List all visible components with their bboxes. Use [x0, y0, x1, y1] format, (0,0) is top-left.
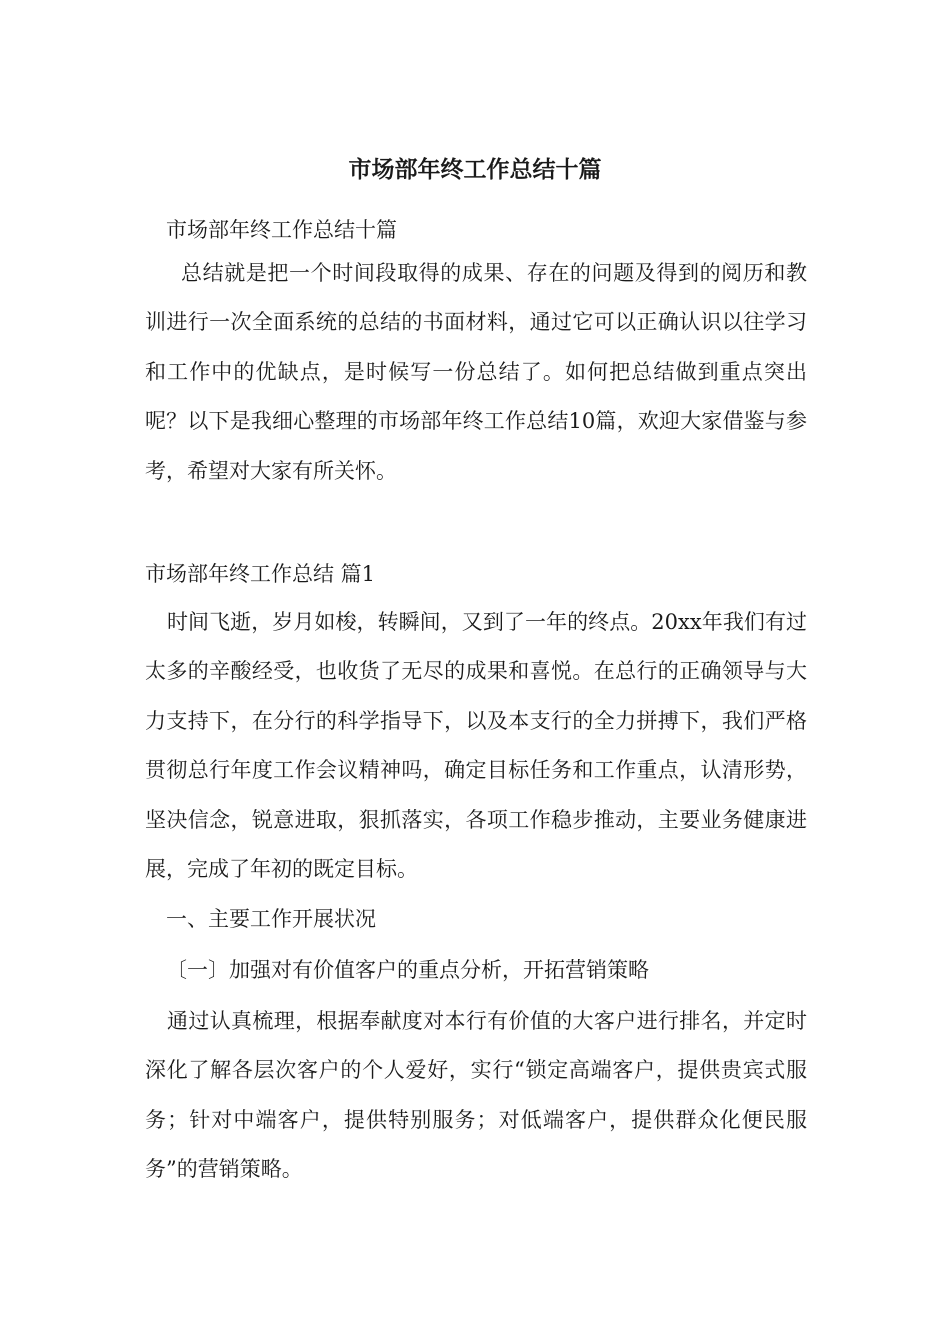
document-title: 市场部年终工作总结十篇 — [348, 157, 602, 183]
document-subtitle: 市场部年终工作总结十篇 — [166, 218, 397, 242]
section-heading: 市场部年终工作总结 篇1 — [145, 562, 376, 586]
subheading: 一、主要工作开展状况 — [166, 907, 376, 931]
body-paragraph: 时间飞逝，岁月如梭，转瞬间，又到了一年的终点。20xx年我们有过太多的辛酸经受，也收货了无尽的成果和喜悦。在总行的正确领导与大力支持下，在分行的科学指导下，以及本支行的全力拼搏下，我们严格贯彻总行年度工作会议精神吗，确定目标任务和工作重点，认清形势，坚决信念，锐意进取，狠抓落实，各项工作稳步推动，主要业务健康进展，完成了年初的既定目标。 — [145, 610, 807, 882]
body-paragraph: 通过认真梳理，根据奉献度对本行有价值的大客户进行排名，并定时深化了解各层次客户的个人爱好，实行“锁定高端客户，提供贵宾式服务；针对中端客户，提供特别服务；对低端客户，提供群众化便民服务”的营销策略。 — [145, 1009, 807, 1182]
intro-paragraph: 总结就是把一个时间段取得的成果、存在的问题及得到的阅历和教训进行一次全面系统的总结的书面材料，通过它可以正确认识以往学习和工作中的优缺点，是时候写一份总结了。如何把总结做到重点突出呢？以下是我细心整理的市场部年终工作总结10篇，欢迎大家借鉴与参考，希望对大家有所关怀。 — [145, 261, 807, 483]
subheading-item: 〔一〕加强对有价值客户的重点分析，开拓营销策略 — [166, 958, 649, 982]
